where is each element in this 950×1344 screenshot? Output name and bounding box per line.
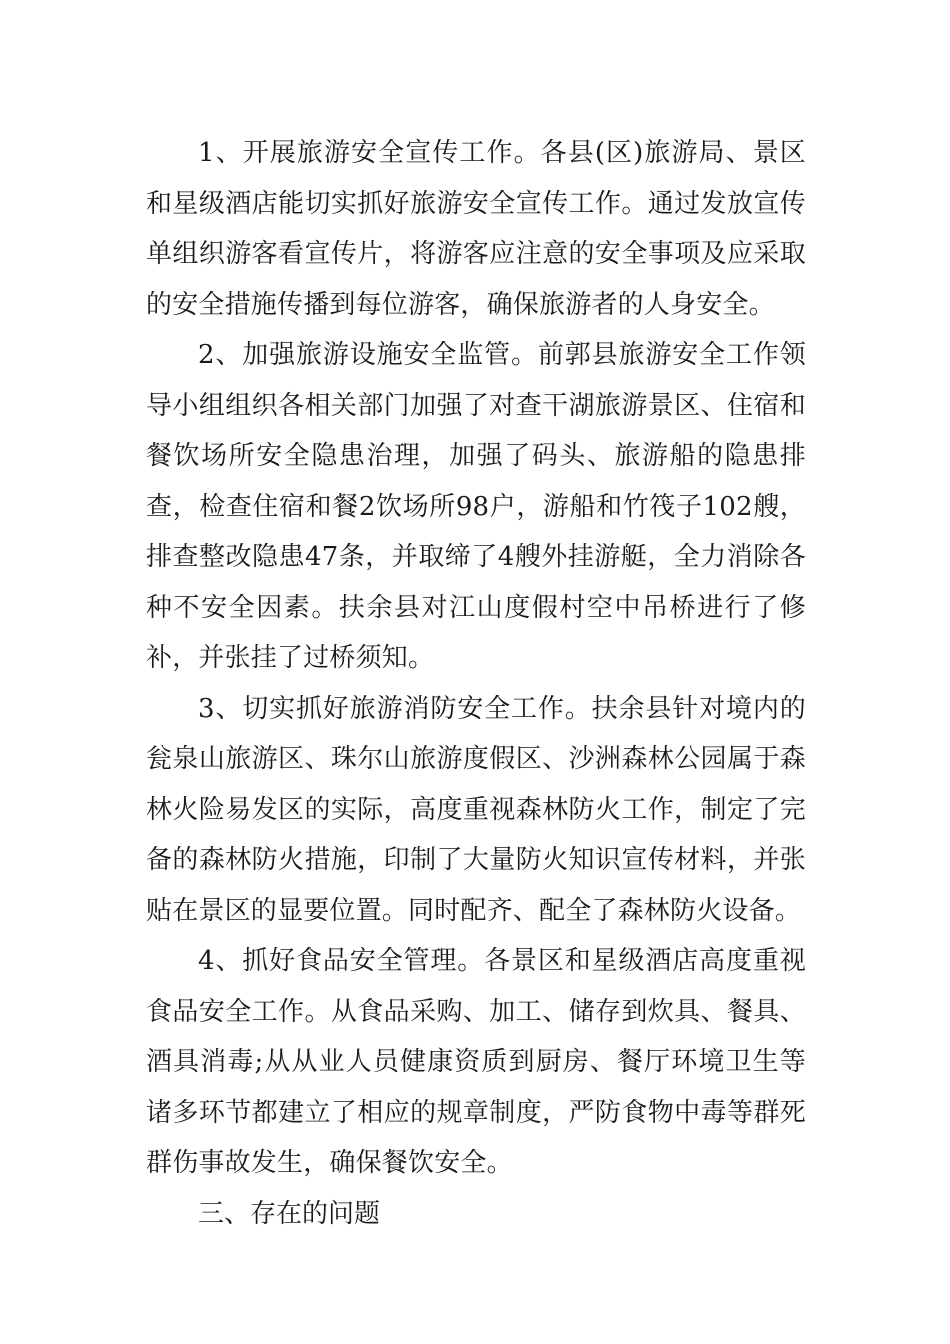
paragraph-tourism-safety-publicity: 1、开展旅游安全宣传工作。各县(区)旅游局、景区和星级酒店能切实抓好旅游安全宣传工作。通过发放宣传单组织游客看宣传片，将游客应注意的安全事项及应采取的安全措施传播到每位游客，确保旅游者的人身安全。 xyxy=(146,138,806,320)
paragraph-facility-safety-supervision: 2、加强旅游设施安全监管。前郭县旅游安全工作领导小组组织各相关部门加强了对查干湖旅游景区、住宿和餐饮场所安全隐患治理，加强了码头、旅游船的隐患排查，检查住宿和餐2饮场所98户，游船和竹筏子102艘，排查整改隐患47条，并取缔了4艘外挂游艇，全力消除各种不安全因素。扶余县对江山度假村空中吊桥进行了修补，并张挂了过桥须知。 xyxy=(146,340,806,673)
document-body xyxy=(146,128,806,1239)
section-heading-existing-problems: 三、存在的问题 xyxy=(198,1198,381,1229)
paragraph-food-safety: 4、抓好食品安全管理。各景区和星级酒店高度重视食品安全工作。从食品采购、加工、储存到炊具、餐具、酒具消毒;从从业人员健康资质到厨房、餐厅环境卫生等诸多环节都建立了相应的规章制度，严防食物中毒等群死群伤事故发生，确保餐饮安全。 xyxy=(146,946,806,1178)
paragraph-fire-safety: 3、切实抓好旅游消防安全工作。扶余县针对境内的瓮泉山旅游区、珠尔山旅游度假区、沙洲森林公园属于森林火险易发区的实际，高度重视森林防火工作，制定了完备的森林防火措施，印制了大量防火知识宣传材料，并张贴在景区的显要位置。同时配齐、配全了森林防火设备。 xyxy=(146,693,806,926)
